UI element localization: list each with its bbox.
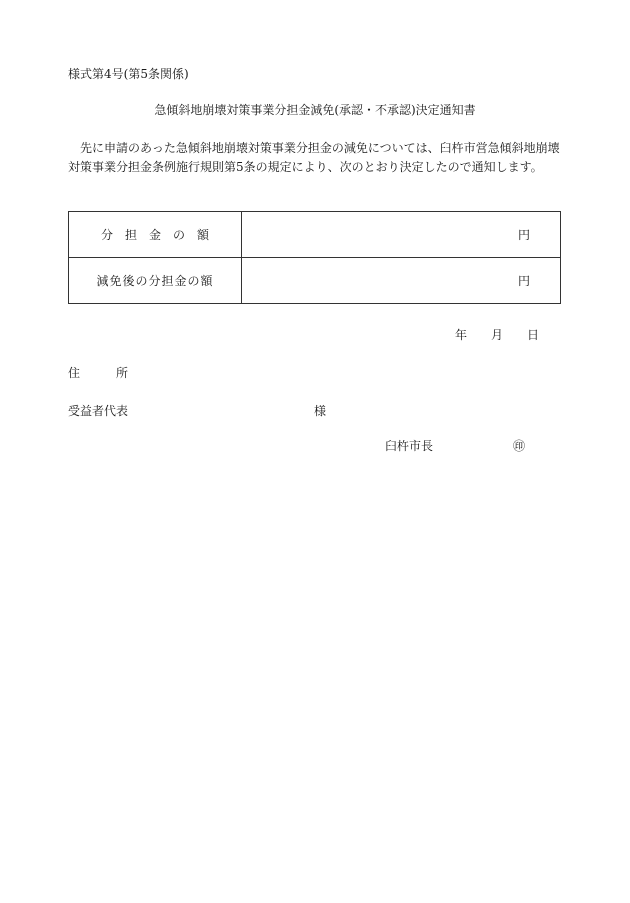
form-number: 様式第4号(第5条関係) bbox=[68, 67, 189, 81]
representative-label: 受益者代表 bbox=[68, 404, 129, 418]
issuer-name: 臼杵市長 bbox=[385, 439, 434, 453]
amount-label: 分担金の額 bbox=[100, 228, 221, 242]
reduced-amount-value-cell bbox=[242, 258, 561, 304]
date-month: 月 bbox=[491, 328, 504, 342]
address-label: 住所 bbox=[68, 366, 165, 380]
seal-mark: ㊞ bbox=[513, 439, 526, 453]
reduced-amount-label-cell bbox=[69, 258, 242, 304]
date-year: 年 bbox=[455, 328, 468, 342]
amount-value-cell bbox=[242, 212, 561, 258]
honorific: 様 bbox=[314, 404, 327, 418]
amount-label-cell bbox=[69, 212, 242, 258]
table-row bbox=[69, 212, 561, 258]
notice-text: 先に申請のあった急傾斜地崩壊対策事業分担金の減免については、臼杵市営急傾斜地崩壊対策事業分担金条例施行規則第5条の規定により、次のとおり決定したので通知します。 bbox=[68, 141, 560, 174]
amount-unit: 円 bbox=[517, 228, 530, 242]
amount-table bbox=[68, 211, 561, 304]
date-line bbox=[455, 326, 539, 343]
table-row bbox=[69, 258, 561, 304]
date-day: 日 bbox=[527, 328, 540, 342]
document-title: 急傾斜地崩壊対策事業分担金減免(承認・不承認)決定通知書 bbox=[154, 103, 476, 117]
reduced-amount-label: 減免後の分担金の額 bbox=[96, 274, 214, 288]
reduced-amount-unit: 円 bbox=[517, 274, 530, 288]
